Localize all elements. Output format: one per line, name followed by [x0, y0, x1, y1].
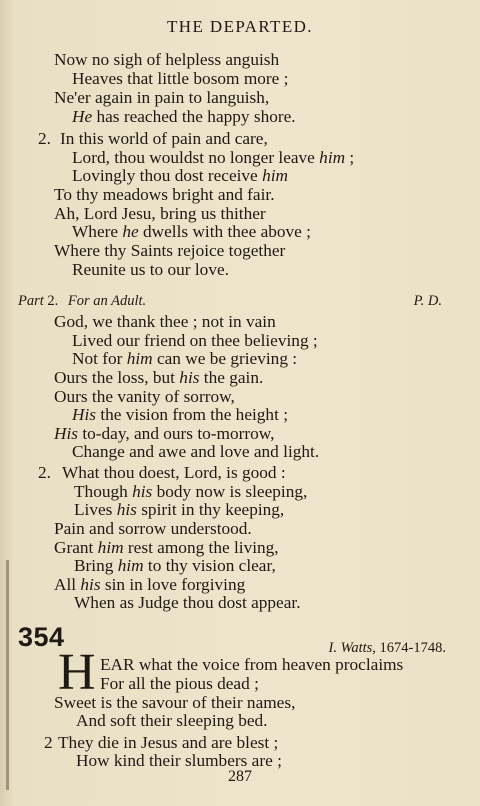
line-text: Not for [72, 349, 127, 368]
line-text: What thou doest, Lord, is good : [62, 463, 286, 482]
verse-line [54, 185, 275, 205]
line-text: Bring [74, 556, 118, 575]
verse-line [72, 69, 288, 89]
line-text: Though [74, 482, 133, 501]
line-text: Now no sigh of helpless anguish [54, 50, 280, 69]
line-text: body now is sleeping, [152, 482, 308, 501]
line-text: In this world of pain and care, [60, 129, 268, 148]
verse-line [54, 312, 276, 332]
line-text: And soft their sleeping bed. [76, 711, 268, 730]
verse-line [72, 222, 311, 242]
line-text: Reunite us to our love. [72, 260, 229, 279]
verse-line [60, 129, 268, 149]
line-text: Lives [74, 500, 117, 519]
line-text: Sweet is the savour of their names, [54, 693, 296, 712]
line-text: Pain and sorrow understood. [54, 519, 252, 538]
line-text: has reached the happy shore. [92, 107, 296, 126]
verse-line [74, 500, 284, 520]
line-text: to thy vision clear, [143, 556, 276, 575]
line-text: They die in Jesus and are blest ; [58, 733, 279, 752]
verse-line [54, 519, 252, 539]
line-text: sin in love forgiving [100, 575, 246, 594]
running-head: THE DEPARTED. [167, 17, 313, 36]
verse-line [54, 387, 235, 407]
line-text: ; [345, 148, 355, 167]
line-text: To thy meadows bright and fair. [54, 185, 275, 204]
verse-line [76, 711, 268, 731]
hymn-dates: 1674-1748. [379, 640, 446, 656]
line-text: Lovingly thou dost receive [72, 166, 263, 185]
italic-pronoun: him [319, 148, 346, 167]
stanza-number: 2 [44, 733, 53, 752]
verse-line [54, 50, 279, 70]
verse-line [72, 260, 229, 280]
line-text: Ne'er again in pain to languish, [54, 88, 270, 107]
italic-pronoun: him [97, 538, 124, 557]
verse-line [72, 107, 296, 127]
hymn-author: I. Watts, [328, 640, 376, 656]
italic-pronoun: He [72, 107, 93, 126]
italic-pronoun: His [54, 424, 79, 443]
line-text: Grant [54, 538, 98, 557]
line-text: dwells with thee above ; [138, 222, 311, 241]
gutter-shadow [6, 560, 9, 790]
verse-line [74, 556, 276, 576]
italic-pronoun: his [80, 575, 101, 594]
line-text: For all the pious dead ; [100, 674, 259, 693]
italic-pronoun: he [122, 222, 139, 241]
line-text: How kind their slumbers are ; [76, 751, 282, 770]
verse-line [74, 482, 307, 502]
part-author: P. D. [413, 293, 442, 309]
line-text: Change and awe and love and light. [72, 442, 320, 461]
verse-line [72, 166, 288, 186]
part-label: Part [18, 293, 44, 309]
verse-line [72, 331, 318, 351]
part-number: 2. [47, 293, 59, 309]
verse-line [54, 241, 285, 261]
line-text: the vision from the height ; [96, 405, 288, 424]
line-text: Where [72, 222, 123, 241]
verse-line [62, 463, 286, 483]
drop-cap: H [58, 644, 96, 701]
part-heading [18, 291, 146, 311]
line-text: Ours the loss, but [54, 368, 180, 387]
verse-line [54, 575, 245, 595]
line-text: Where thy Saints rejoice together [54, 241, 286, 260]
line-text: rest among the living, [123, 538, 279, 557]
line-text: can we be grieving : [152, 349, 298, 368]
italic-pronoun: His [72, 405, 97, 424]
verse-line [58, 733, 278, 753]
line-text: Lord, thou wouldst no longer leave [72, 148, 320, 167]
line-text: Ours the vanity of sorrow, [54, 387, 235, 406]
part-title: For an Adult. [67, 293, 147, 309]
italic-pronoun: him [262, 166, 288, 185]
italic-pronoun: him [117, 556, 144, 575]
verse-line [72, 442, 319, 462]
page-number: 287 [228, 768, 252, 785]
verse-line [54, 538, 279, 558]
stanza-number: 2. [38, 463, 51, 482]
verse-line [74, 593, 301, 613]
line-text: God, we thank thee ; not in vain [54, 312, 276, 331]
line-text: Heaves that little bosom more ; [72, 69, 289, 88]
italic-pronoun: his [116, 500, 137, 519]
hymn-number: 354 [18, 622, 65, 652]
line-text: Ah, Lord Jesu, bring us thither [54, 204, 266, 223]
verse-line [100, 674, 259, 694]
line-text: the gain. [199, 368, 264, 387]
verse-line [54, 204, 266, 224]
hymn-first-line: EAR what the voice from heaven proclaims [100, 655, 404, 674]
verse-line [72, 405, 288, 425]
line-text: to-day, and ours to-morrow, [78, 424, 275, 443]
italic-pronoun: his [132, 482, 153, 501]
line-text: All [54, 575, 81, 594]
line-text: When as Judge thou dost appear. [74, 593, 301, 612]
verse-line [72, 148, 354, 168]
verse-line [54, 424, 274, 444]
verse-line [54, 693, 295, 713]
line-text: Lived our friend on thee believing ; [72, 331, 318, 350]
line-text: spirit in thy keeping, [136, 500, 285, 519]
verse-line [72, 349, 297, 369]
italic-pronoun: him [126, 349, 153, 368]
stanza-number: 2. [38, 129, 51, 148]
italic-pronoun: his [179, 368, 200, 387]
verse-line [54, 368, 263, 388]
verse-line [54, 88, 269, 108]
